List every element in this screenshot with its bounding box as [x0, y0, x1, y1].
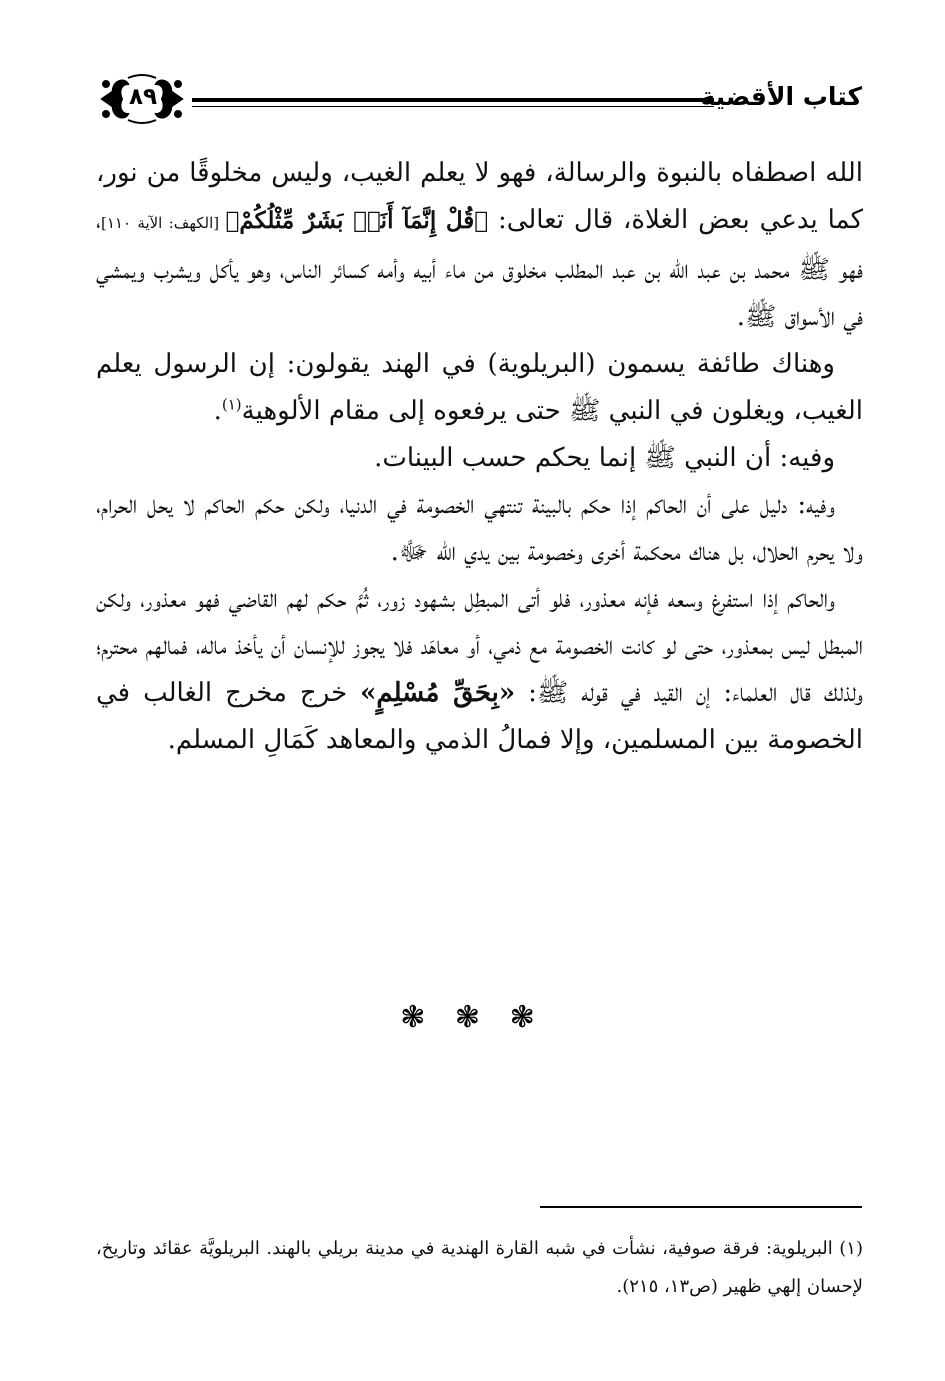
- verse-reference: [الكهف: الآية ١١٠]: [100, 214, 226, 232]
- paragraph-5-text-a: والحاكم إذا استفرغ وسعه فإنه معذور، فلو أتى المبطِل بشهود زور، ثُمَّ حكم لهم القاضي فهو معذور، ولكن المبطل ليس بمعذور، حتى لو كانت الخصومة مع ذمي، أو معاهَد فلا يجوز للإنسان أن يأخذ ماله، فمالهم محترم؛ ولذلك قال العلماء: إن القيد في قوله ﷺ:: [96, 584, 863, 708]
- paragraph-4: وفيه: دليل على أن الحاكم إذا حكم بالبينة تنتهي الخصومة في الدنيا، ولكن حكم الحاكم لا يحل الحرام، ولا يحرم الحلال، بل هناك محكمة أخرى وخصومة بين يدي الله ﷻ.: [96, 490, 863, 567]
- page-number: ٨٩: [128, 84, 158, 110]
- footnote-rule: [540, 1206, 862, 1208]
- page-header: [92, 70, 862, 130]
- quran-verse: ﴿قُلْ إِنَّمَآ أَنَا۠ بَشَرٌ مِّثْلُكُمْ﴾: [225, 207, 489, 234]
- book-title: كتاب الأقضية: [700, 82, 862, 111]
- paragraph-5-text-b: خرج مخرج الغالب في الخصومة بين المسلمين، وإلا فمالُ الذمي والمعاهد كَمَالِ المسلم.: [96, 678, 863, 755]
- header-rule: [192, 98, 714, 102]
- hadith-quote: «بِحَقِّ مُسْلِمٍ»: [360, 678, 516, 708]
- footnotes: [96, 1230, 863, 1306]
- section-separator: ❃ ❃ ❃: [400, 1000, 545, 1035]
- header-rule-thin: [192, 106, 714, 107]
- paragraph-1-text-b: ، فهو ﷺ محمد بن عبد الله بن عبد المطلب مخلوق من ماء أبيه وأمه كسائر الناس، وهو يأكل ويشرب ويمشي في الأسواق ﷺ.: [96, 205, 863, 332]
- footnote-1: (١) البريلوية: فرقة صوفية، نشأت في شبه القارة الهندية في مدينة بريلي بالهند. البريلويَّة عقائد وتاريخ، لإحسان إلهي ظهير (ص١٣، ٢١٥).: [96, 1238, 863, 1297]
- main-text: [96, 150, 863, 764]
- paragraph-2: [96, 341, 863, 435]
- paragraph-2-text-a: وهناك طائفة يسمون (البريلوية) في الهند يقولون: إن الرسول يعلم الغيب، ويغلون في النبي ﷺ حتى يرفعوه إلى مقام الألوهية: [96, 349, 863, 426]
- paragraph-1: [96, 150, 863, 341]
- paragraph-3: وفيه: أن النبي ﷺ إنما يحكم حسب البينات.: [374, 443, 835, 473]
- footnote-marker[interactable]: (١): [221, 395, 242, 414]
- paragraph-2-text-b: .: [213, 396, 222, 426]
- paragraph-1-text-a: الله اصطفاه بالنبوة والرسالة، فهو لا يعلم الغيب، وليس مخلوقًا من نور، كما يدعي بعض الغلاة، قال تعالى:: [96, 158, 863, 235]
- paragraph-5: [96, 576, 863, 764]
